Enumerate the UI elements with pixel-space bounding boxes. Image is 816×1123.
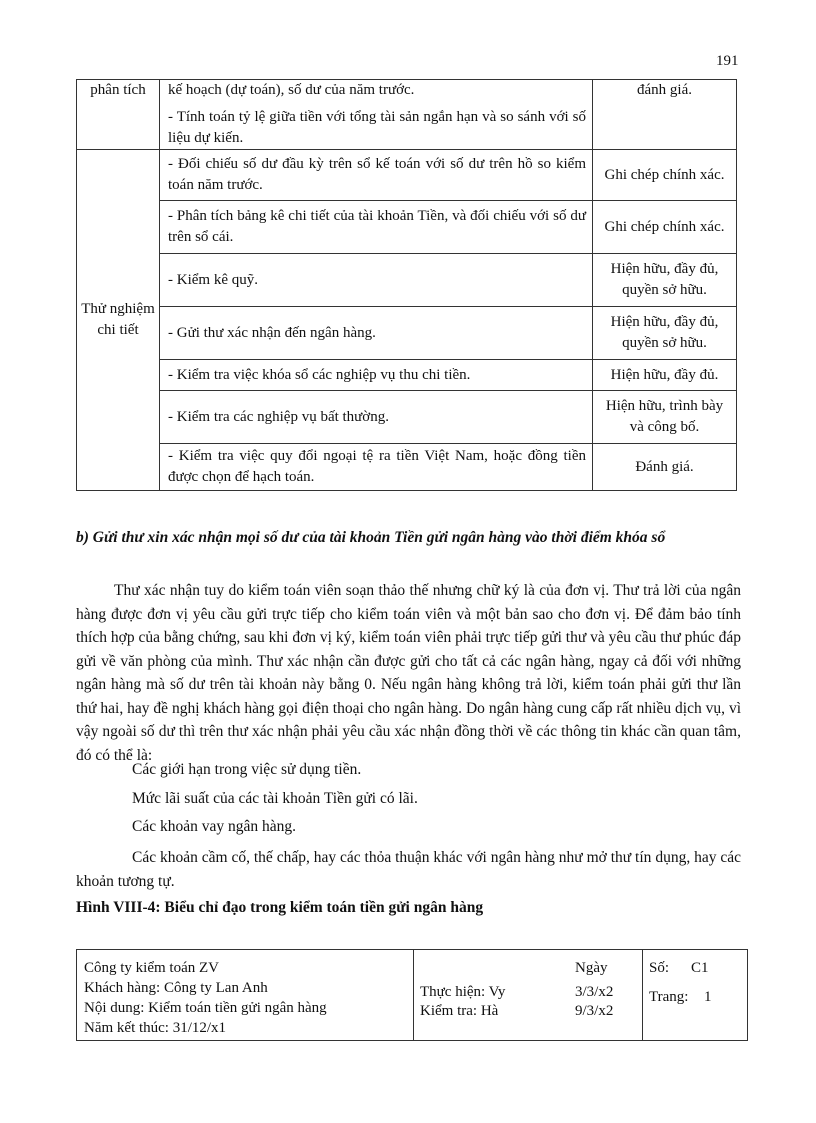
objective-cell: Hiện hữu, đầy đủ, quyền sở hữu. [593,254,737,307]
reviewed-date: 9/3/x2 [575,1003,614,1019]
objective-cell: đánh giá. [593,80,737,150]
objective-cell: Hiện hữu, đầy đủ, quyền sở hữu. [593,307,737,360]
objective-cell: Hiện hữu, đầy đủ. [593,360,737,391]
number-value: C1 [691,960,709,976]
procedure-line: - Tính toán tỷ lệ giữa tiền với tổng tài sản ngắn hạn và so sánh với số liệu dự kiến. [168,109,586,146]
procedure-cell: - Kiểm kê quỹ. [160,254,593,307]
table-row [77,80,737,150]
list-item: Mức lãi suất của các tài khoản Tiền gửi có lãi. [132,790,418,807]
section-label-detail-tests: Thử nghiệm chi tiết [77,150,160,491]
page-value: 1 [704,989,712,1005]
number-label: Số: [649,960,670,976]
objective-cell: Hiện hữu, trình bày và công bố. [593,391,737,444]
client-name: Khách hàng: Công ty Lan Anh [84,980,268,996]
objective-cell: Ghi chép chính xác. [593,201,737,254]
table-row [77,444,737,491]
performed-by: Thực hiện: Vy [420,984,506,1000]
performed-date: 3/3/x2 [575,984,614,1000]
form-signoff-section [413,950,643,1040]
page-number: 191 [716,53,739,69]
section-b-heading: b) Gửi thư xin xác nhận mọi số dư của tài khoản Tiền gửi ngân hàng vào thời điểm khóa sổ [76,529,666,546]
procedure-line: kế hoạch (dự toán), số dư của năm trước. [168,82,415,98]
list-item: Các khoản cầm cố, thế chấp, hay các thỏa thuận khác với ngân hàng như mở thư tín dụng, hay các khoản tương tự. [76,849,741,890]
date-header: Ngày [575,960,608,976]
table-row [77,150,737,201]
form-info-section [77,950,414,1040]
objective-cell: Ghi chép chính xác. [593,150,737,201]
reviewed-by: Kiểm tra: Hà [420,1003,499,1019]
procedure-cell: - Kiểm tra các nghiệp vụ bất thường. [160,391,593,444]
content-label: Nội dung: Kiểm toán tiền gửi ngân hàng [84,1000,327,1016]
objective-cell: Đánh giá. [593,444,737,491]
phase-label-analysis: phân tích [77,80,160,150]
procedure-cell: - Kiểm tra việc khóa sổ các nghiệp vụ thu chi tiền. [160,360,593,391]
table-row [77,254,737,307]
page-label: Trang: [649,989,689,1005]
table-row [77,360,737,391]
procedure-cell [160,80,593,150]
table-row [77,201,737,254]
procedure-cell: - Đối chiếu số dư đầu kỳ trên sổ kế toán với số dư trên hồ so kiểm toán năm trước. [160,150,593,201]
table-row [77,391,737,444]
company-name: Công ty kiểm toán ZV [84,960,219,976]
list-item: Các giới hạn trong việc sử dụng tiền. [132,761,362,778]
table-row [77,307,737,360]
procedure-cell: - Gửi thư xác nhận đến ngân hàng. [160,307,593,360]
procedure-cell: - Kiểm tra việc quy đổi ngoại tệ ra tiền Việt Nam, hoặc đồng tiền được chọn để hạch toán. [160,444,593,491]
year-end: Năm kết thúc: 31/12/x1 [84,1020,227,1036]
body-paragraph: Thư xác nhận tuy do kiểm toán viên soạn thảo thế nhưng chữ ký là của đơn vị. Thư trả lời của ngân hàng được đơn vị yêu cầu gửi trực tiếp cho kiểm toán viên và một bản sao cho đơn vị. Để đảm bảo tính thích hợp của bằng chứng, sau khi đơn vị ký, kiểm toán viên phải trực tiếp gửi thư và yêu cầu thư phúc đáp gửi về văn phòng của mình. Thư xác nhận cần được gửi cho tất cả các ngân hàng, ngay cả đối với những ngân hàng mà số dư trên tài khoản này bằng 0. Nếu ngân hàng không trả lời, kiểm toán phải gửi thư lần thứ hai, hay đề nghị khách hàng gọi điện thoại cho ngân hàng. Do ngân hàng cung cấp rất nhiều dịch vụ, vì vậy ngoài số dư thì trên thư xác nhận phải yêu cầu xác nhận đồng thời về các thông tin khác cần quan tâm, đó có thể là: [76,582,741,764]
list-item: Các khoản vay ngân hàng. [132,818,296,835]
procedure-cell: - Phân tích bảng kê chi tiết của tài khoản Tiền, và đối chiếu với số dư trên sổ cái. [160,201,593,254]
audit-procedures-table [76,79,737,491]
working-paper-header [76,949,748,1041]
figure-caption: Hình VIII-4: Biểu chỉ đạo trong kiểm toán tiền gửi ngân hàng [76,899,484,916]
form-reference-section [642,950,747,1040]
